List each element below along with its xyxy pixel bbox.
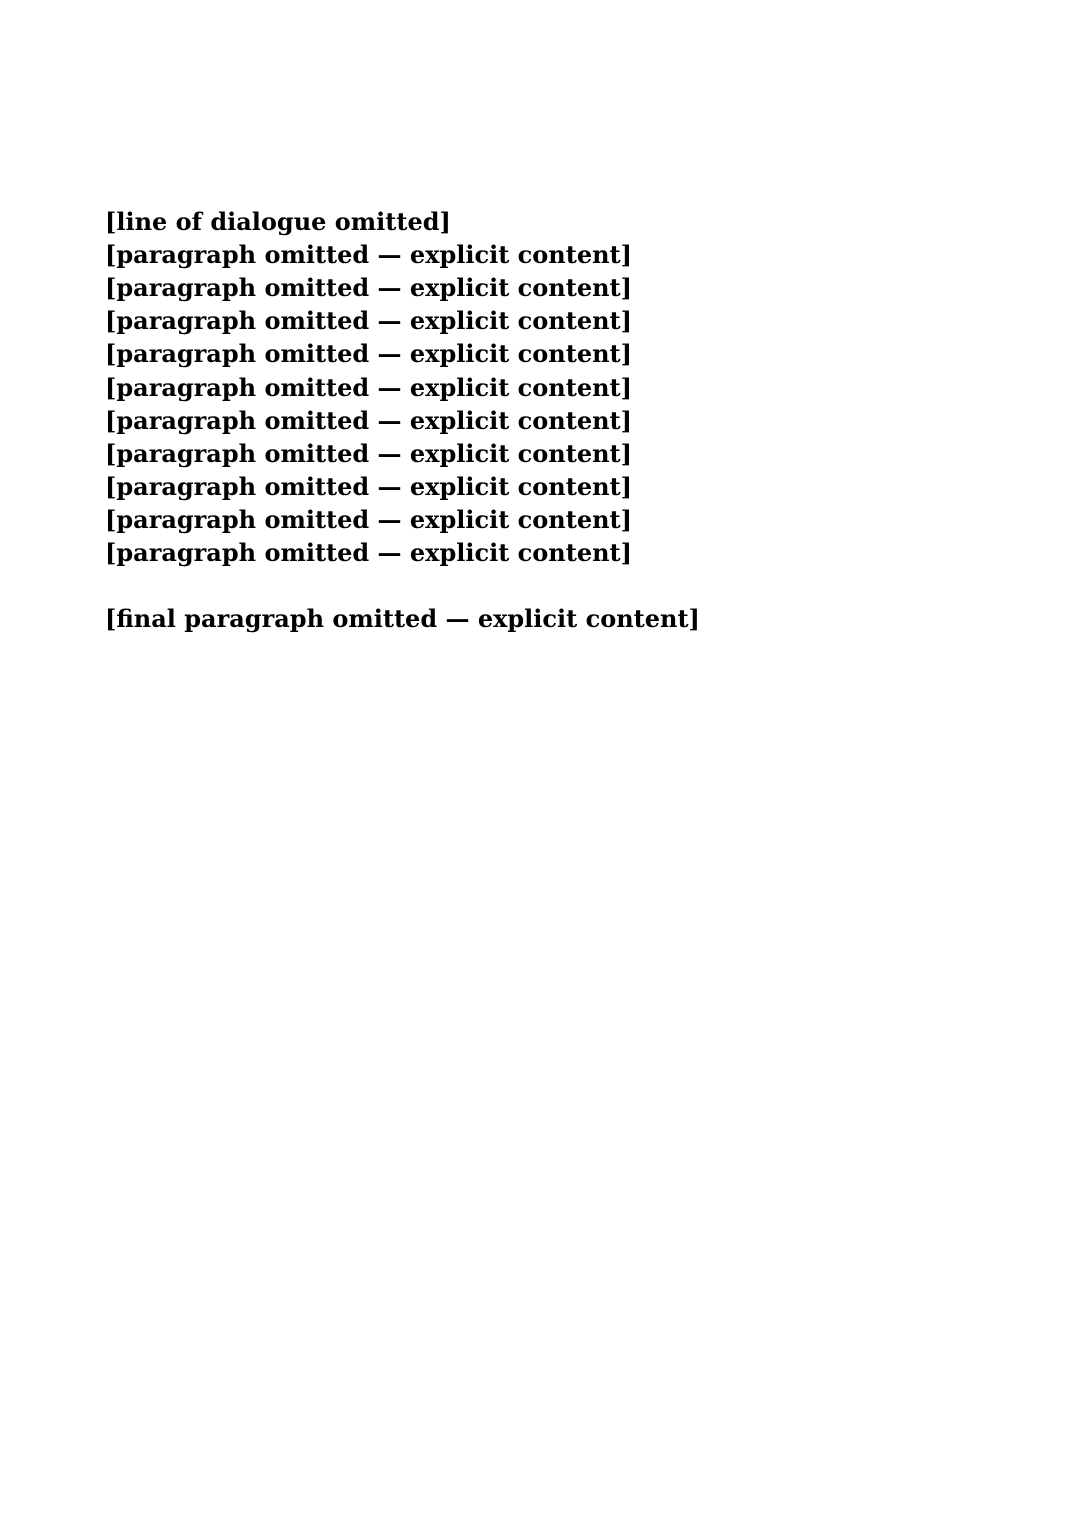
section-break <box>50 569 1030 602</box>
paragraph: [paragraph omitted — explicit content] <box>105 273 632 303</box>
paragraph: [paragraph omitted — explicit content] <box>105 471 632 501</box>
paragraph: [paragraph omitted — explicit content] <box>105 538 632 568</box>
paragraph: [paragraph omitted — explicit content] <box>105 504 632 534</box>
paragraph: [paragraph omitted — explicit content] <box>105 438 632 468</box>
paragraph: [paragraph omitted — explicit content] <box>105 306 632 336</box>
paragraph: [line of dialogue omitted] <box>105 207 451 236</box>
paragraph: [paragraph omitted — explicit content] <box>105 240 632 270</box>
paragraph: [final paragraph omitted — explicit content] <box>105 604 700 634</box>
paragraph: [paragraph omitted — explicit content] <box>105 372 632 402</box>
paragraph: [paragraph omitted — explicit content] <box>105 339 632 369</box>
body-text <box>50 205 1030 635</box>
paragraph: [paragraph omitted — explicit content] <box>105 405 632 435</box>
